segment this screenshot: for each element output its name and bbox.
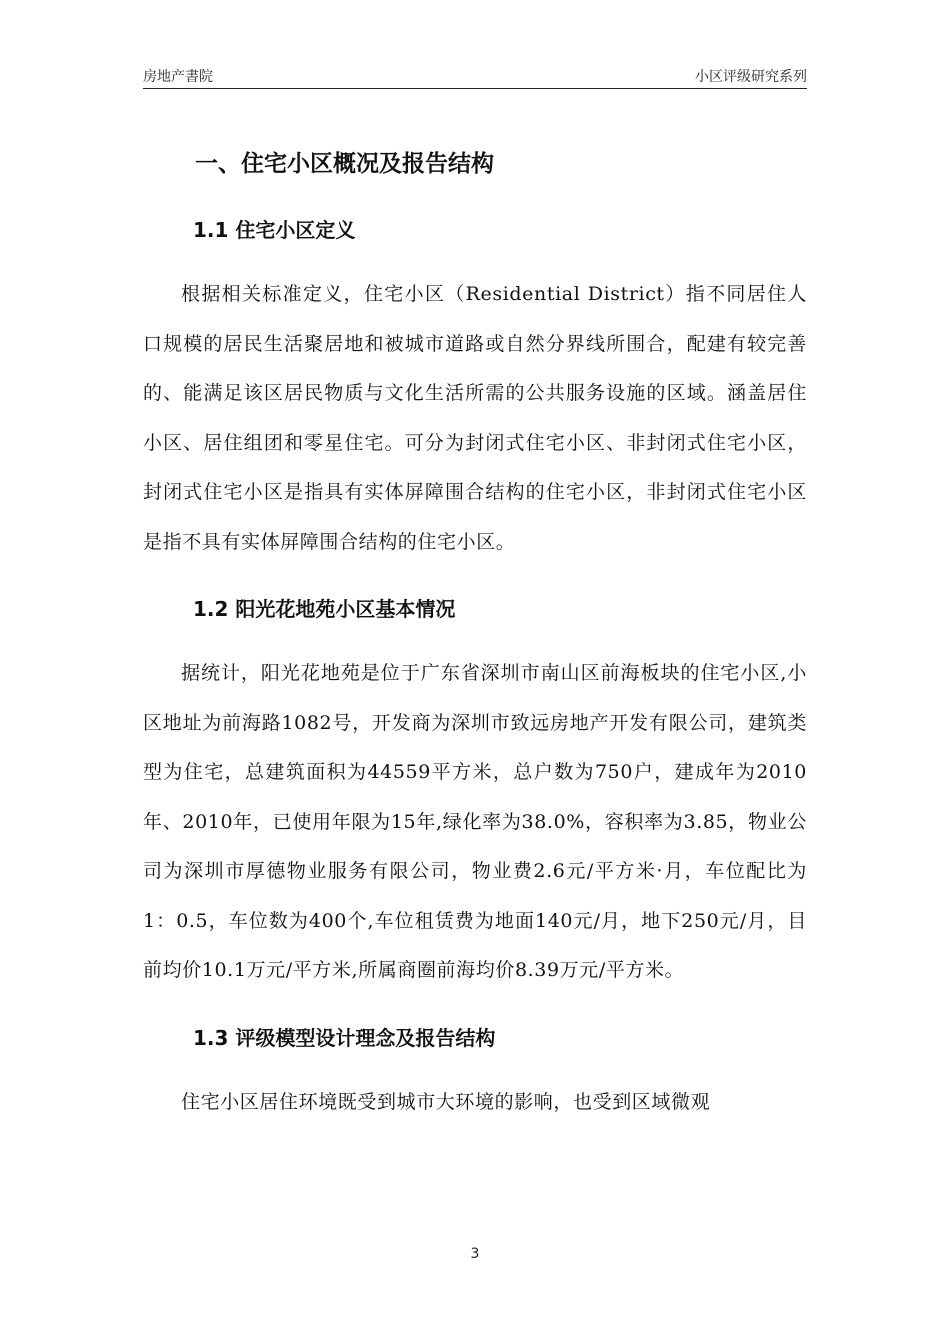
paragraph-model-design: 住宅小区居住环境既受到城市大环境的影响，也受到区域微观: [181, 1090, 711, 1113]
page-content: [143, 140, 807, 1127]
subsection-title-1-3: 1.3 评级模型设计理念及报告结构: [193, 1025, 496, 1050]
paragraph-definition: 根据相关标准定义，住宅小区（Residential District）指不同居住人口规模的居民生活聚居地和被城市道路或自然分界线所围合，配建有较完善的、能满足该区居民物质与文化生活所需的公共服务设施的区域。涵盖居住小区、居住组团和零星住宅。可分为封闭式住宅小区、非封闭式住宅小区，封闭式住宅小区是指具有实体屏障围合结构的住宅小区，非封闭式住宅小区是指不具有实体屏障围合结构的住宅小区。: [143, 283, 807, 553]
header-publisher: 房地产書院: [143, 69, 213, 85]
paragraph-basic-info: 据统计，阳光花地苑是位于广东省深圳市南山区前海板块的住宅小区,小区地址为前海路1082号，开发商为深圳市致远房地产开发有限公司，建筑类型为住宅，总建筑面积为44559平方米，总户数为750户，建成年为2010年、2010年，已使用年限为15年,绿化率为38.0%，容积率为3.85，物业公司为深圳市厚德物业服务有限公司，物业费2.6元/平方米·月，车位配比为1：0.5，车位数为400个,车位租赁费为地面140元/月，地下250元/月，目前均价10.1万元/平方米,所属商圈前海均价8.39万元/平方米。: [143, 662, 807, 981]
subsection-title-1-1: 1.1 住宅小区定义: [193, 218, 356, 242]
page-header: [143, 66, 807, 89]
page-number: 3: [470, 1246, 480, 1262]
subsection-title-1-2: 1.2 阳光花地苑小区基本情况: [193, 597, 456, 621]
section-title: 一、住宅小区概况及报告结构: [195, 151, 494, 177]
header-series: 小区评级研究系列: [695, 69, 807, 85]
